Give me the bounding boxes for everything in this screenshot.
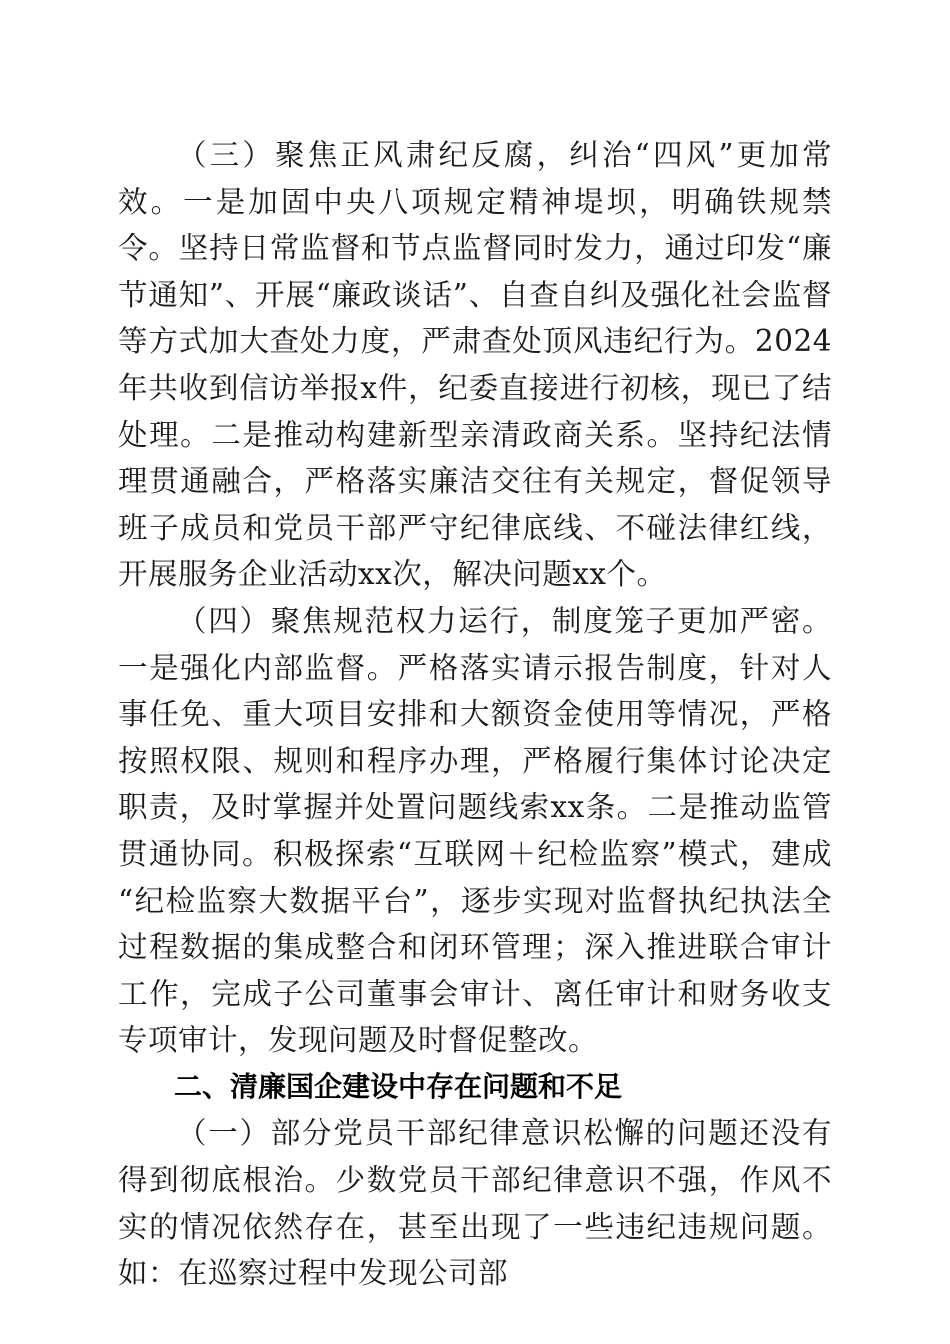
document-text-column: [118, 132, 832, 1297]
heading-section-two: 二、清廉国企建设中存在问题和不足: [174, 1069, 623, 1103]
paragraph-section-four: （四）聚焦规范权力运行，制度笼子更加严密。一是强化内部监督。严格落实请示报告制度，针对人事任免、重大项目安排和大额资金使用等情况，严格按照权限、规则和程序办理，严格履行集体讨论决定职责，及时掌握并处置问题线索xx条。二是推动监管贯通协同。积极探索“互联网＋纪检监察”模式，建成“纪检监察大数据平台”，逐步实现对监督执纪执法全过程数据的集成整合和闭环管理；深入推进联合审计工作，完成子公司董事会审计、离任审计和财务收支专项审计，发现问题及时督促整改。: [118, 603, 832, 1058]
paragraph-problem-one: （一）部分党员干部纪律意识松懈的问题还没有得到彻底根治。少数党员干部纪律意识不强，作风不实的情况依然存在，甚至出现了一些违纪违规问题。如：在巡察过程中发现公司部: [118, 1116, 832, 1291]
paragraph-section-three: （三）聚焦正风肃纪反腐，纠治“四风”更加常效。一是加固中央八项规定精神堤坝，明确铁规禁令。坚持日常监督和节点监督同时发力，通过印发“廉节通知”、开展“廉政谈话”、自查自纠及强化社会监督等方式加大查处力度，严肃查处顶风违纪行为。2024年共收到信访举报x件，纪委直接进行初核，现已了结处理。二是推动构建新型亲清政商关系。坚持纪法情理贯通融合，严格落实廉洁交往有关规定，督促领导班子成员和党员干部严守纪律底线、不碰法律红线，开展服务企业活动xx次，解决问题xx个。: [118, 138, 832, 592]
